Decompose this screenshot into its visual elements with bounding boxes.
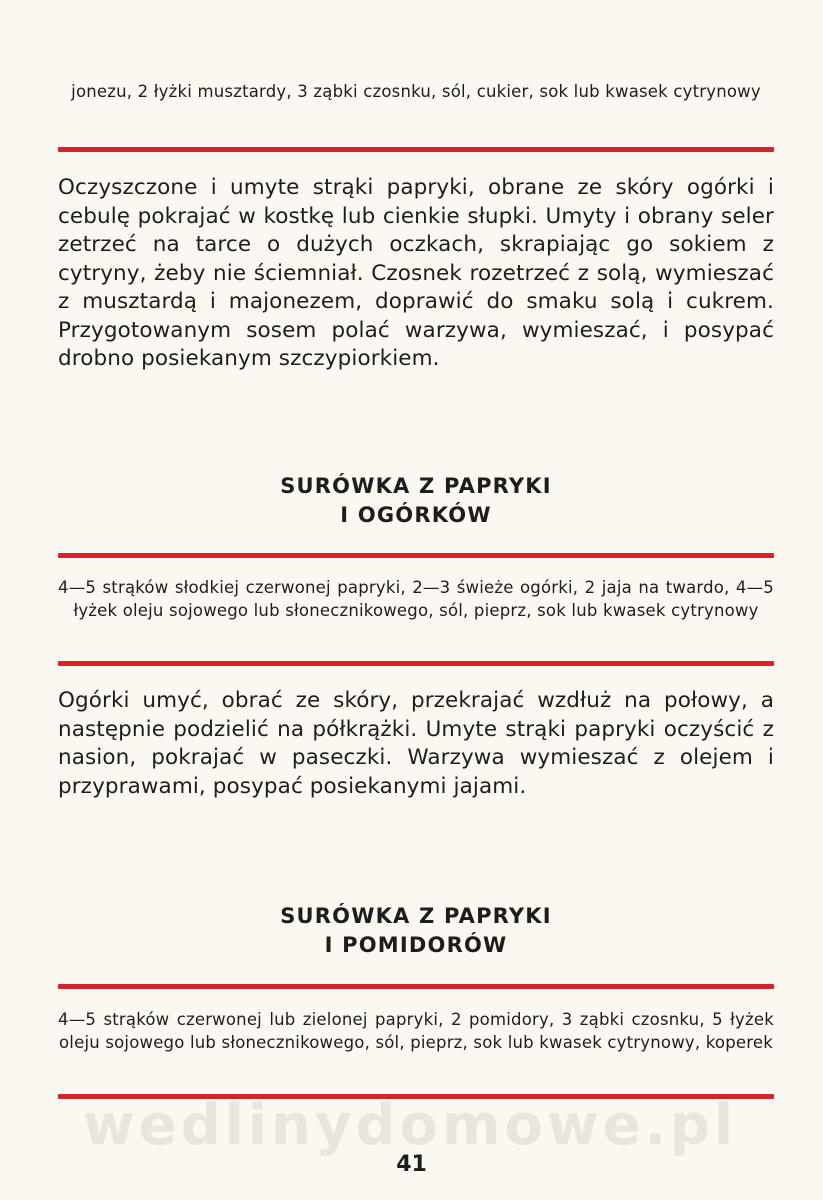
red-rule	[58, 147, 774, 152]
red-rule	[58, 553, 774, 558]
recipe-title-line1: SURÓWKA Z PAPRYKI	[280, 904, 552, 928]
recipe-title-line2: I POMIDORÓW	[324, 933, 508, 957]
first-method-text: Oczyszczone i umyte strąki papryki, obrane ze skóry ogórki i cebulę pokrajać w kostkę lub cienkie słupki. Umyty i obrany seler zetrzeć na tarce o dużych oczkach, skrapiając go sokiem z cytryny, żeby nie ściemniał. Czosnek rozetrzeć z solą, wymieszać z musztardą i majonezem, doprawić do smaku solą i cukrem. Przygotowanym sosem polać warzywa, wymieszać, i posypać drobno posiekanym szczypiorkiem.	[58, 175, 774, 371]
recipe2-ingredients: 4—5 strąków czerwonej lub zielonej papryki, 2 pomidory, 3 ząbki czosnku, 5 łyżek oleju sojowego lub słonecznikowego, sól, pieprz, sok lub kwasek cytrynowy, koperek	[58, 1010, 774, 1052]
red-rule	[58, 661, 774, 666]
top-ingredients: jonezu, 2 łyżki musztardy, 3 ząbki czosnku, sól, cukier, sok lub kwasek cytrynowy	[71, 82, 761, 101]
red-rule	[58, 984, 774, 989]
recipe-title-line1: SURÓWKA Z PAPRYKI	[280, 474, 552, 498]
recipe1-ingredients: 4—5 strąków słodkiej czerwonej papryki, 2—3 świeże ogórki, 2 jaja na twardo, 4—5 łyżek oleju sojowego lub słonecznikowego, sól, pieprz, sok lub kwasek cytrynowy	[58, 578, 774, 620]
watermark-text: wedlinydomowe.pl	[82, 1093, 738, 1158]
page-number: 41	[396, 1152, 427, 1177]
recipe-title-peppers-tomatoes	[58, 902, 774, 960]
recipe-title-peppers-cucumbers	[58, 472, 774, 530]
recipe1-method: Ogórki umyć, obrać ze skóry, przekrajać wzdłuż na połowy, a następnie podzielić na półkrążki. Umyte strąki papryki oczyścić z nasion, pokrajać w paseczki. Warzywa wymieszać z olejem i przyprawami, posypać posiekanymi jajami.	[58, 688, 774, 799]
recipe-title-line2: I OGÓRKÓW	[340, 503, 492, 527]
